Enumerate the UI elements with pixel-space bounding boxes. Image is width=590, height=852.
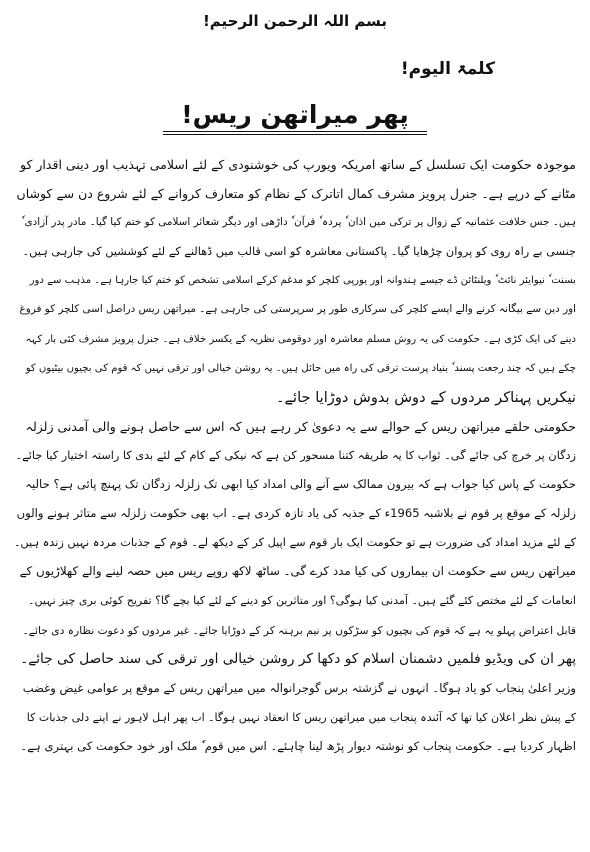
title-block — [0, 96, 590, 135]
article-title: پھر میراتھن ریس! — [163, 96, 427, 135]
article-line: میراتھن ریس سے حکومت ان بیماروں کی کیا مدد کرے گی۔ ساٹھ لاکھ روپے ریس میں حصہ لینے والے کھلاڑیوں کے — [19, 564, 576, 579]
article-line: دینے کی ایک کڑی ہے۔ حکومت کی یہ روش مسلم معاشرہ اور دوقومی نظریہ کے یکسر خلاف ہے۔ جنرل پرویز مشرف کئی بار کہہ — [25, 333, 576, 345]
article-line: حکومت کے پاس کیا جواب ہے کہ بیرون ممالک سے آنے والی امداد کیا ابھی تک زلزلہ زدگان تک پہنچ پائی ہے؟ حالیہ — [25, 477, 576, 492]
article-line: ہیں۔ جس خلافت عثمانیہ کے زوال پر ترکی میں اذان ٗ پردہ ٗ قرآن ٗ داڑھی اور دیگر شعائر اسلامی کو ختم کیا گیا۔ مادر پدر آزادی ٗ — [21, 216, 576, 229]
article-line: مٹانے کے درپے ہے۔ جنرل پرویز مشرف کمال اتاترک کے نظام کو متعارف کروانے کے لئے شروع دن سے کوشاں — [16, 186, 576, 202]
article-line: کے پیش نظر اعلان کیا تھا کہ آئندہ پنجاب میں میراتھن ریس کا انعقاد نہیں ہوگا۔ اب پھر اہل لاہور نے اپنے دلی جذبات کا — [26, 710, 576, 724]
article-line: جنسی بے راہ روی کو پروان چڑھایا گیا۔ پاکستانی معاشرہ کو اسی قالب میں ڈھالنے کے لئے کوششیں کی جارہی ہیں۔ — [22, 245, 576, 259]
article-line: حکومتی حلقے میراتھن ریس کے حوالے سے یہ دعویٰ کر رہے ہیں کہ اس سے حاصل ہونے والی آمدنی زلزلہ — [25, 418, 576, 434]
article-line: موجودہ حکومت ایک تسلسل کے ساتھ امریکہ ویورپ کی خوشنودی کے لئے اسلامی تہذیب اور دینی اقدار کو — [20, 157, 576, 172]
article-line: پھر ان کی ویڈیو فلمیں دشمنان اسلام کو دکھا کر روشن خیالی اور ترقی کی سند حاصل کی جائے۔ — [20, 650, 576, 667]
article-line: وزیر اعلیٰ پنجاب کو یاد ہوگا۔ انہوں نے گزشتہ برس گوجرانوالہ میں میراتھن ریس کے موقع پر عوامی غیض وغضب — [22, 680, 576, 695]
article-line: بسنت ٗ نیوایئر نائٹ ٗ ویلنٹائن ڈے جیسے ہندوانہ اور یورپی کلچر کو مدغم کرکے اسلامی تشخص کو ختم کیا جارہا ہے۔ مذہب سے دور — [29, 275, 576, 287]
article-line: نیکریں پہناکر مردوں کے دوش بدوش دوڑایا جائے۔ — [275, 388, 576, 406]
article-line: کے لئے مزید امداد کی ضرورت ہے تو حکومت ایک بار قوم سے اپیل کر کے دیکھ لے۔ قوم کے جذبات مردہ نہیں زندہ ہیں۔ — [14, 536, 576, 550]
article-body — [14, 150, 576, 761]
article-line: چکے ہیں کہ چند رجعت پسند ٗ بنیاد پرست ترقی کی راہ میں حائل ہیں۔ یہ روشن خیالی اور ترقی نہیں کہ قوم کی بچیوں بیٹیوں کو — [25, 362, 576, 374]
article-line: انعامات کے لئے مختص کئے گئے ہیں۔ آمدنی کیا ہوگی؟ اور متاثرین کو دینے کے لئے کیا بچے گا؟ تفریح کوئی بری چیز نہیں۔ — [28, 594, 576, 608]
bismillah-heading: بسم اللہ الرحمن الرحیم! — [202, 12, 388, 30]
article-line: قابل اعتراض پہلو یہ ہے کہ قوم کی بچیوں کو سڑکوں پر نیم برہنہ کر کے دوڑایا جائے۔ غیر مردوں کو دعوت نظارہ دی جائے۔ — [22, 623, 576, 637]
column-name: کلمۃ الیوم! — [400, 59, 495, 79]
article-line: زلزلہ کے موقع پر قوم نے بلاشبہ 1965ء کے جذبہ کی یاد تازہ کردی ہے۔ اب بھی حکومت زلزلہ سے متاثر ہونے والوں — [16, 506, 576, 521]
article-line: اور دین سے بیگانہ کرنے والے ایسے کلچر کی سرکاری طور پر سرپرستی کی جارہی ہے۔ میراتھن ریس دراصل اسی کلچر کو فروغ — [19, 303, 576, 316]
article-line: زدگان پر خرچ کی جائے گی۔ ثواب کا یہ طریقہ کتنا مسحور کن ہے کہ نیکی کے کام کے لئے بدی کا راستہ اختیار کیا جائے۔ — [15, 448, 576, 462]
article-line: اظہار کردیا ہے۔ حکومت پنجاب کو نوشتہ دیوار پڑھ لینا چاہئے۔ اس میں قوم ٗ ملک اور خود حکومت کی بہتری ہے۔ — [20, 738, 576, 753]
